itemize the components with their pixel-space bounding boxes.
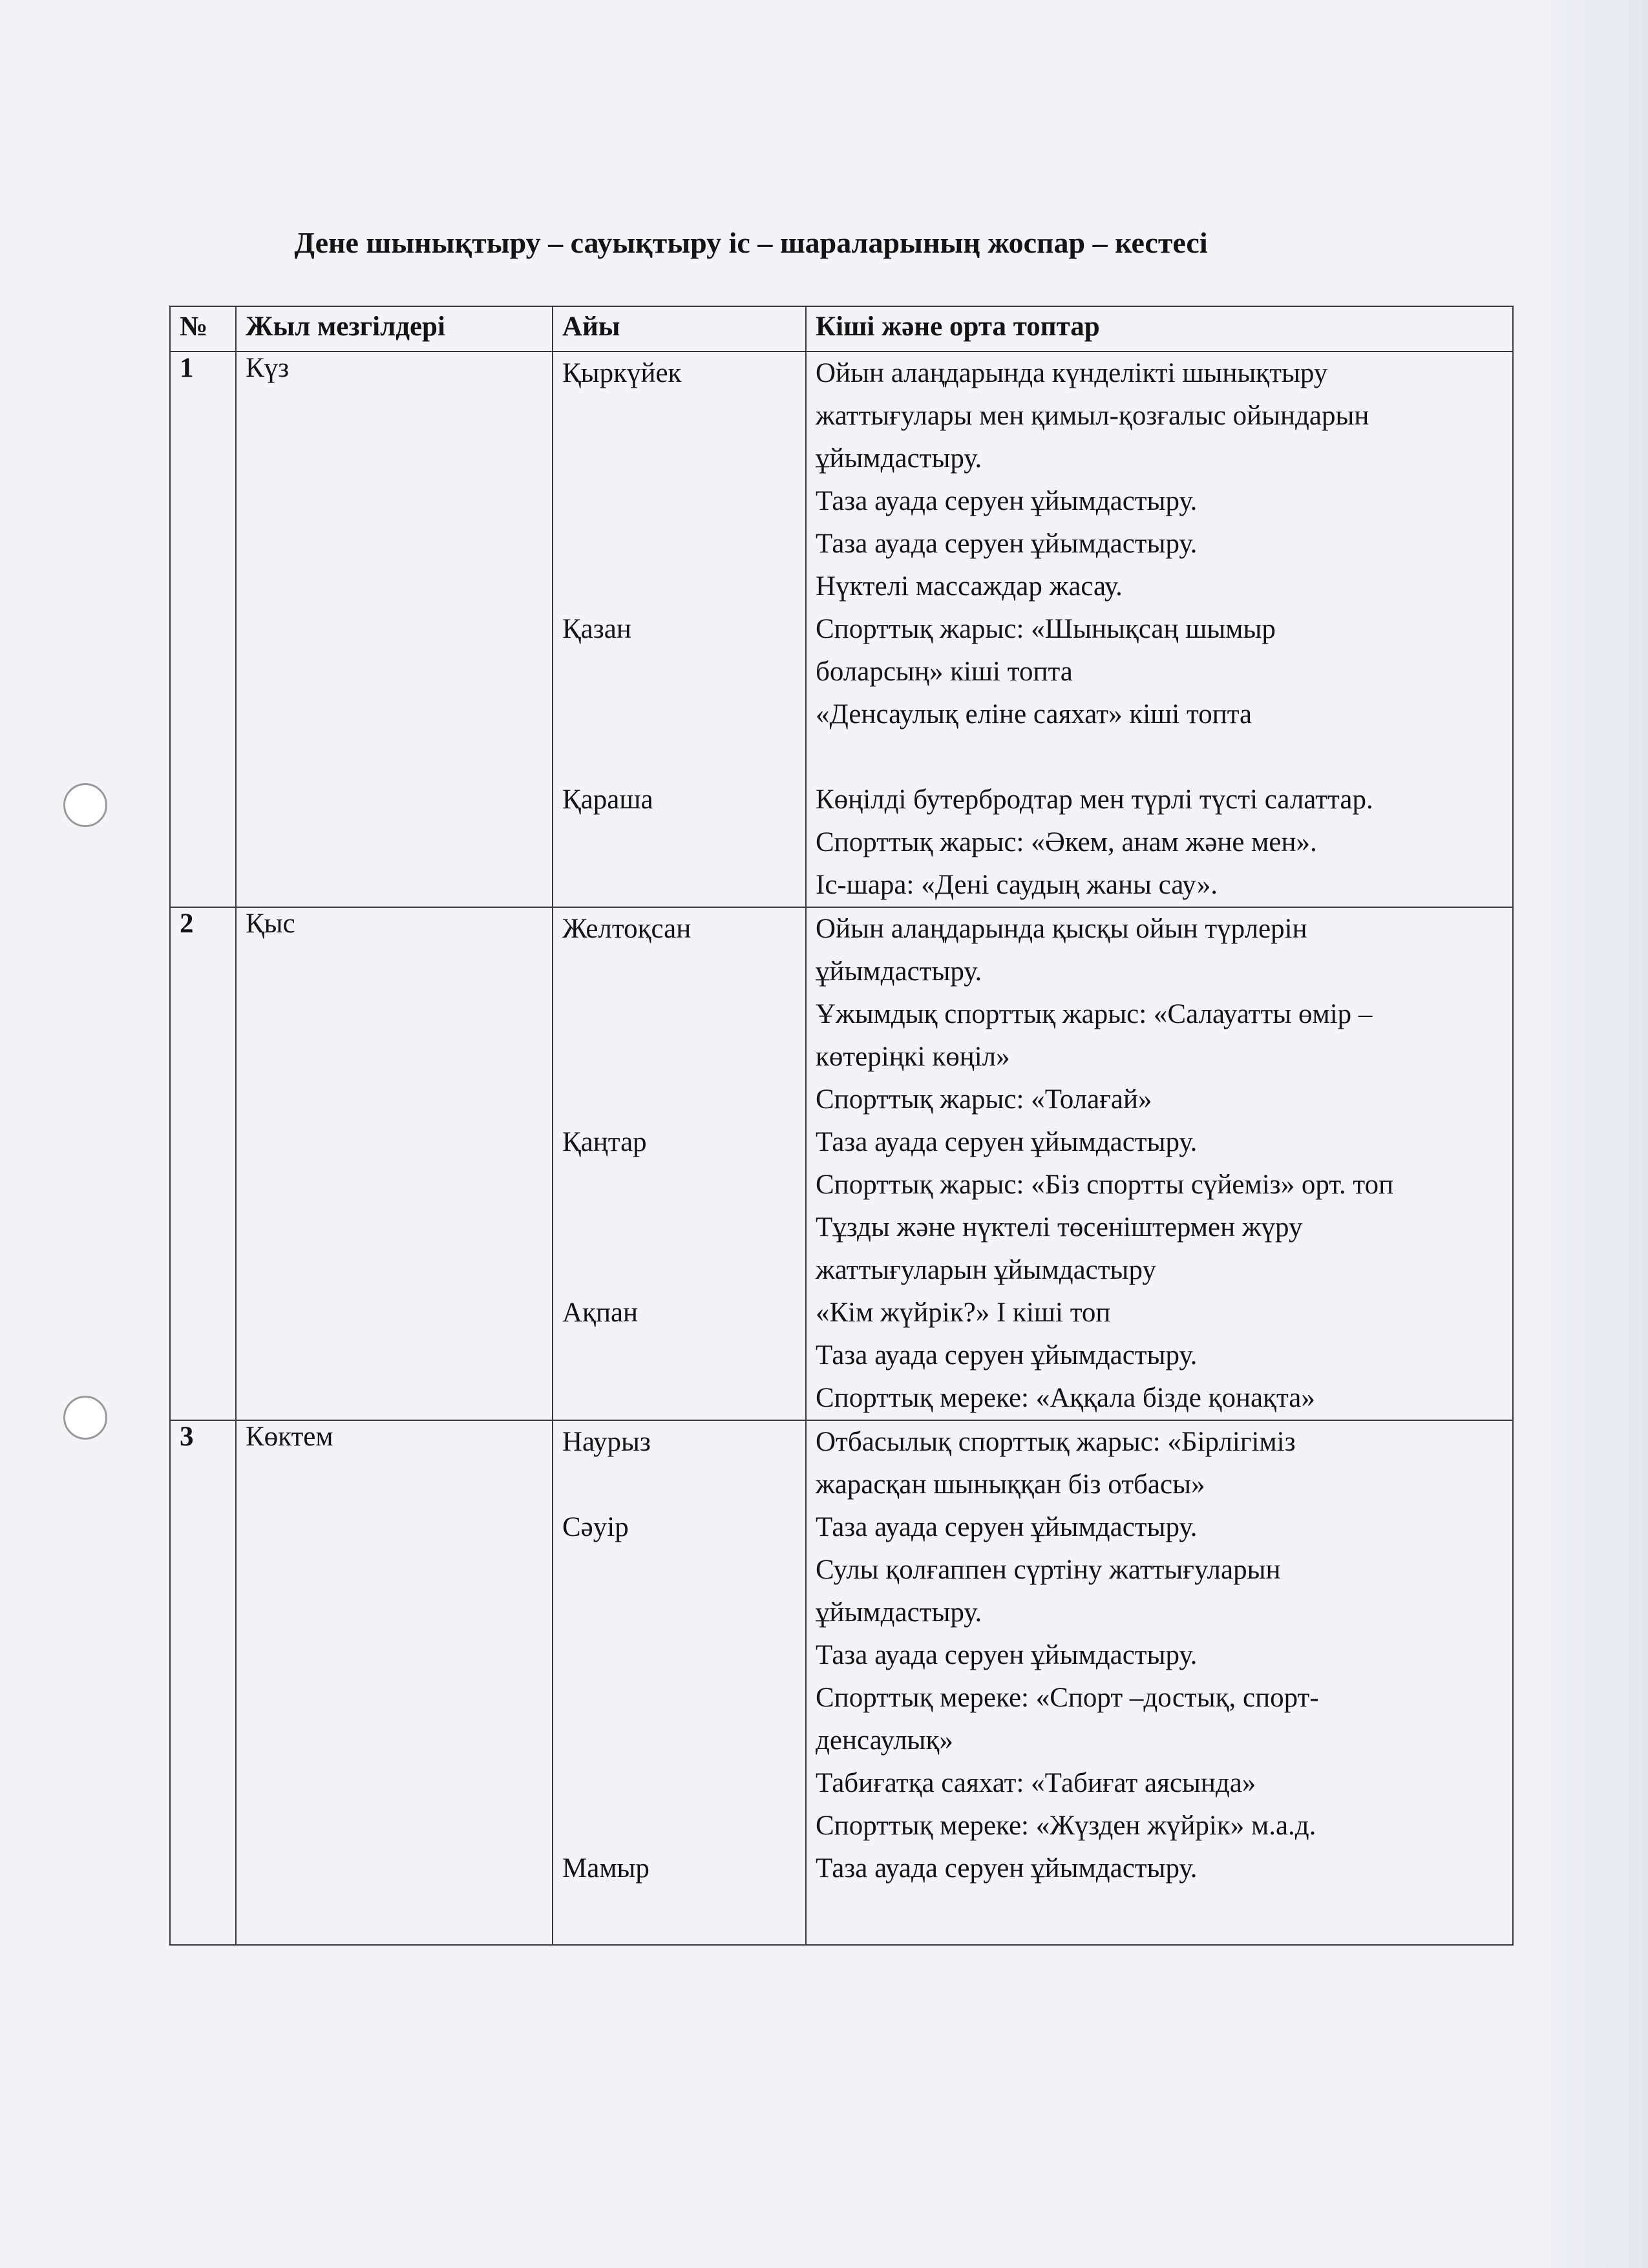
activity-line: Таза ауада серуен ұйымдастыру. [816, 529, 1198, 559]
months-cell [553, 352, 806, 907]
activity-line: Спорттық мереке: «Жүзден жүйрік» м.а.д. [816, 1811, 1316, 1841]
month-label [562, 1036, 796, 1078]
activity-line: Спорттық мереке: «Аққала бізде қонақта» [816, 1383, 1315, 1413]
activity-line: Іс-шара: «Дені саудың жаны сау». [816, 870, 1218, 900]
activity-line: Көңілді бутербродтар мен түрлі түсті салаттар. [816, 784, 1373, 815]
month-label [562, 1719, 796, 1762]
activity-line: Таза ауада серуен ұйымдастыру. [816, 486, 1198, 516]
activity-line: Спорттық жарыс: «Біз спортты сүйеміз» орт. топ [816, 1170, 1394, 1200]
month-label [562, 523, 796, 565]
activity-line: «Денсаулық еліне саяхат» кіші топта [816, 699, 1252, 730]
months-cell [553, 1420, 806, 1945]
activity-line [816, 736, 1503, 779]
month-label [562, 1464, 796, 1506]
activity-line: «Кім жүйрік?» І кіші топ [816, 1297, 1111, 1328]
document-title: Дене шынықтыру – сауықтыру іс – шараларының жоспар – кестесі [294, 226, 1208, 259]
activity-line: денсаулық» [816, 1725, 953, 1756]
punch-hole-top [63, 783, 107, 827]
month-label [562, 1249, 796, 1292]
activity-line: боларсың» кіші топта [816, 656, 1073, 687]
month-label [562, 1164, 796, 1206]
month-label: Қазан [562, 614, 631, 644]
activity-line: ұйымдастыру. [816, 1597, 982, 1628]
table-row [170, 1420, 1513, 1945]
month-label [562, 1549, 796, 1591]
activity-line: Спорттық жарыс: «Әкем, анам және мен». [816, 827, 1317, 857]
month-label [562, 1634, 796, 1677]
header-season: Жыл мезгілдері [236, 306, 553, 352]
month-label [562, 1078, 796, 1121]
header-number: № [170, 306, 236, 352]
activity-line: көтеріңкі көңіл» [816, 1042, 1010, 1072]
months-cell [553, 907, 806, 1420]
activity-line: Сулы қолғаппен сүртіну жаттығуларын [816, 1555, 1281, 1585]
activity-line: Ойын алаңдарында күнделікті шынықтыру [816, 358, 1328, 388]
plan-table-body [170, 352, 1513, 1945]
row-number: 2 [170, 907, 236, 1420]
activity-line: Ойын алаңдарында қысқы ойын түрлерін [816, 914, 1307, 944]
table-row [170, 907, 1513, 1420]
header-groups: Кіші және орта топтар [806, 306, 1513, 352]
activity-line: Тұзды және нүктелі төсеніштермен жүру [816, 1212, 1303, 1243]
activities-cell [806, 352, 1513, 907]
punch-hole-bottom [63, 1396, 107, 1440]
row-number: 3 [170, 1420, 236, 1945]
month-label [562, 480, 796, 523]
month-label [562, 1762, 796, 1805]
activity-line: Таза ауада серуен ұйымдастыру. [816, 1512, 1198, 1542]
month-label [562, 565, 796, 608]
month-label [562, 1591, 796, 1634]
month-label: Желтоқсан [562, 914, 692, 944]
month-label [562, 651, 796, 693]
activity-line: Ұжымдық спорттық жарыс: «Салауатты өмір – [816, 999, 1373, 1029]
month-label: Наурыз [562, 1427, 651, 1457]
month-label [562, 993, 796, 1036]
activity-line: Спорттық мереке: «Спорт –достық, спорт- [816, 1683, 1319, 1713]
paper-edge [1551, 0, 1648, 2268]
row-number: 1 [170, 352, 236, 907]
plan-table [169, 306, 1514, 1946]
month-label: Мамыр [562, 1853, 650, 1884]
month-label: Ақпан [562, 1297, 639, 1328]
month-label [562, 437, 796, 480]
activity-line: жарасқан шыныққан біз отбасы» [816, 1469, 1205, 1500]
month-label: Қыркүйек [562, 358, 682, 388]
activity-line: Таза ауада серуен ұйымдастыру. [816, 1127, 1198, 1157]
month-label [562, 736, 796, 779]
activity-line: Спорттық жарыс: «Толағай» [816, 1084, 1152, 1115]
activity-line: жаттығуларын ұйымдастыру [816, 1255, 1156, 1285]
season-cell: Қыс [236, 907, 553, 1420]
activity-line: ұйымдастыру. [816, 443, 982, 474]
activities-cell [806, 1420, 1513, 1945]
activity-line: жаттығулары мен қимыл-қозғалыс ойындарын [816, 401, 1369, 431]
table-header-row [170, 306, 1513, 352]
activity-line: Нүктелі массаждар жасау. [816, 571, 1123, 602]
activity-line: Спорттық жарыс: «Шынықсаң шымыр [816, 614, 1276, 644]
month-label [562, 1805, 796, 1847]
month-label: Сәуір [562, 1512, 629, 1542]
month-label: Қараша [562, 784, 653, 815]
month-label [562, 1677, 796, 1719]
activity-line: Табиғатқа саяхат: «Табиғат аясында» [816, 1768, 1256, 1798]
activity-line: Таза ауада серуен ұйымдастыру. [816, 1640, 1198, 1670]
month-label: Қаңтар [562, 1127, 647, 1157]
month-label [562, 950, 796, 993]
activity-line: Таза ауада серуен ұйымдастыру. [816, 1340, 1198, 1370]
month-label [562, 1206, 796, 1249]
month-label [562, 395, 796, 437]
activity-line: ұйымдастыру. [816, 956, 982, 987]
table-row [170, 352, 1513, 907]
month-label [562, 693, 796, 736]
season-cell: Көктем [236, 1420, 553, 1945]
header-month: Айы [553, 306, 806, 352]
activity-line: Таза ауада серуен ұйымдастыру. [816, 1853, 1198, 1884]
season-cell: Күз [236, 352, 553, 907]
activity-line: Отбасылық спорттық жарыс: «Бірлігіміз [816, 1427, 1296, 1457]
activities-cell [806, 907, 1513, 1420]
